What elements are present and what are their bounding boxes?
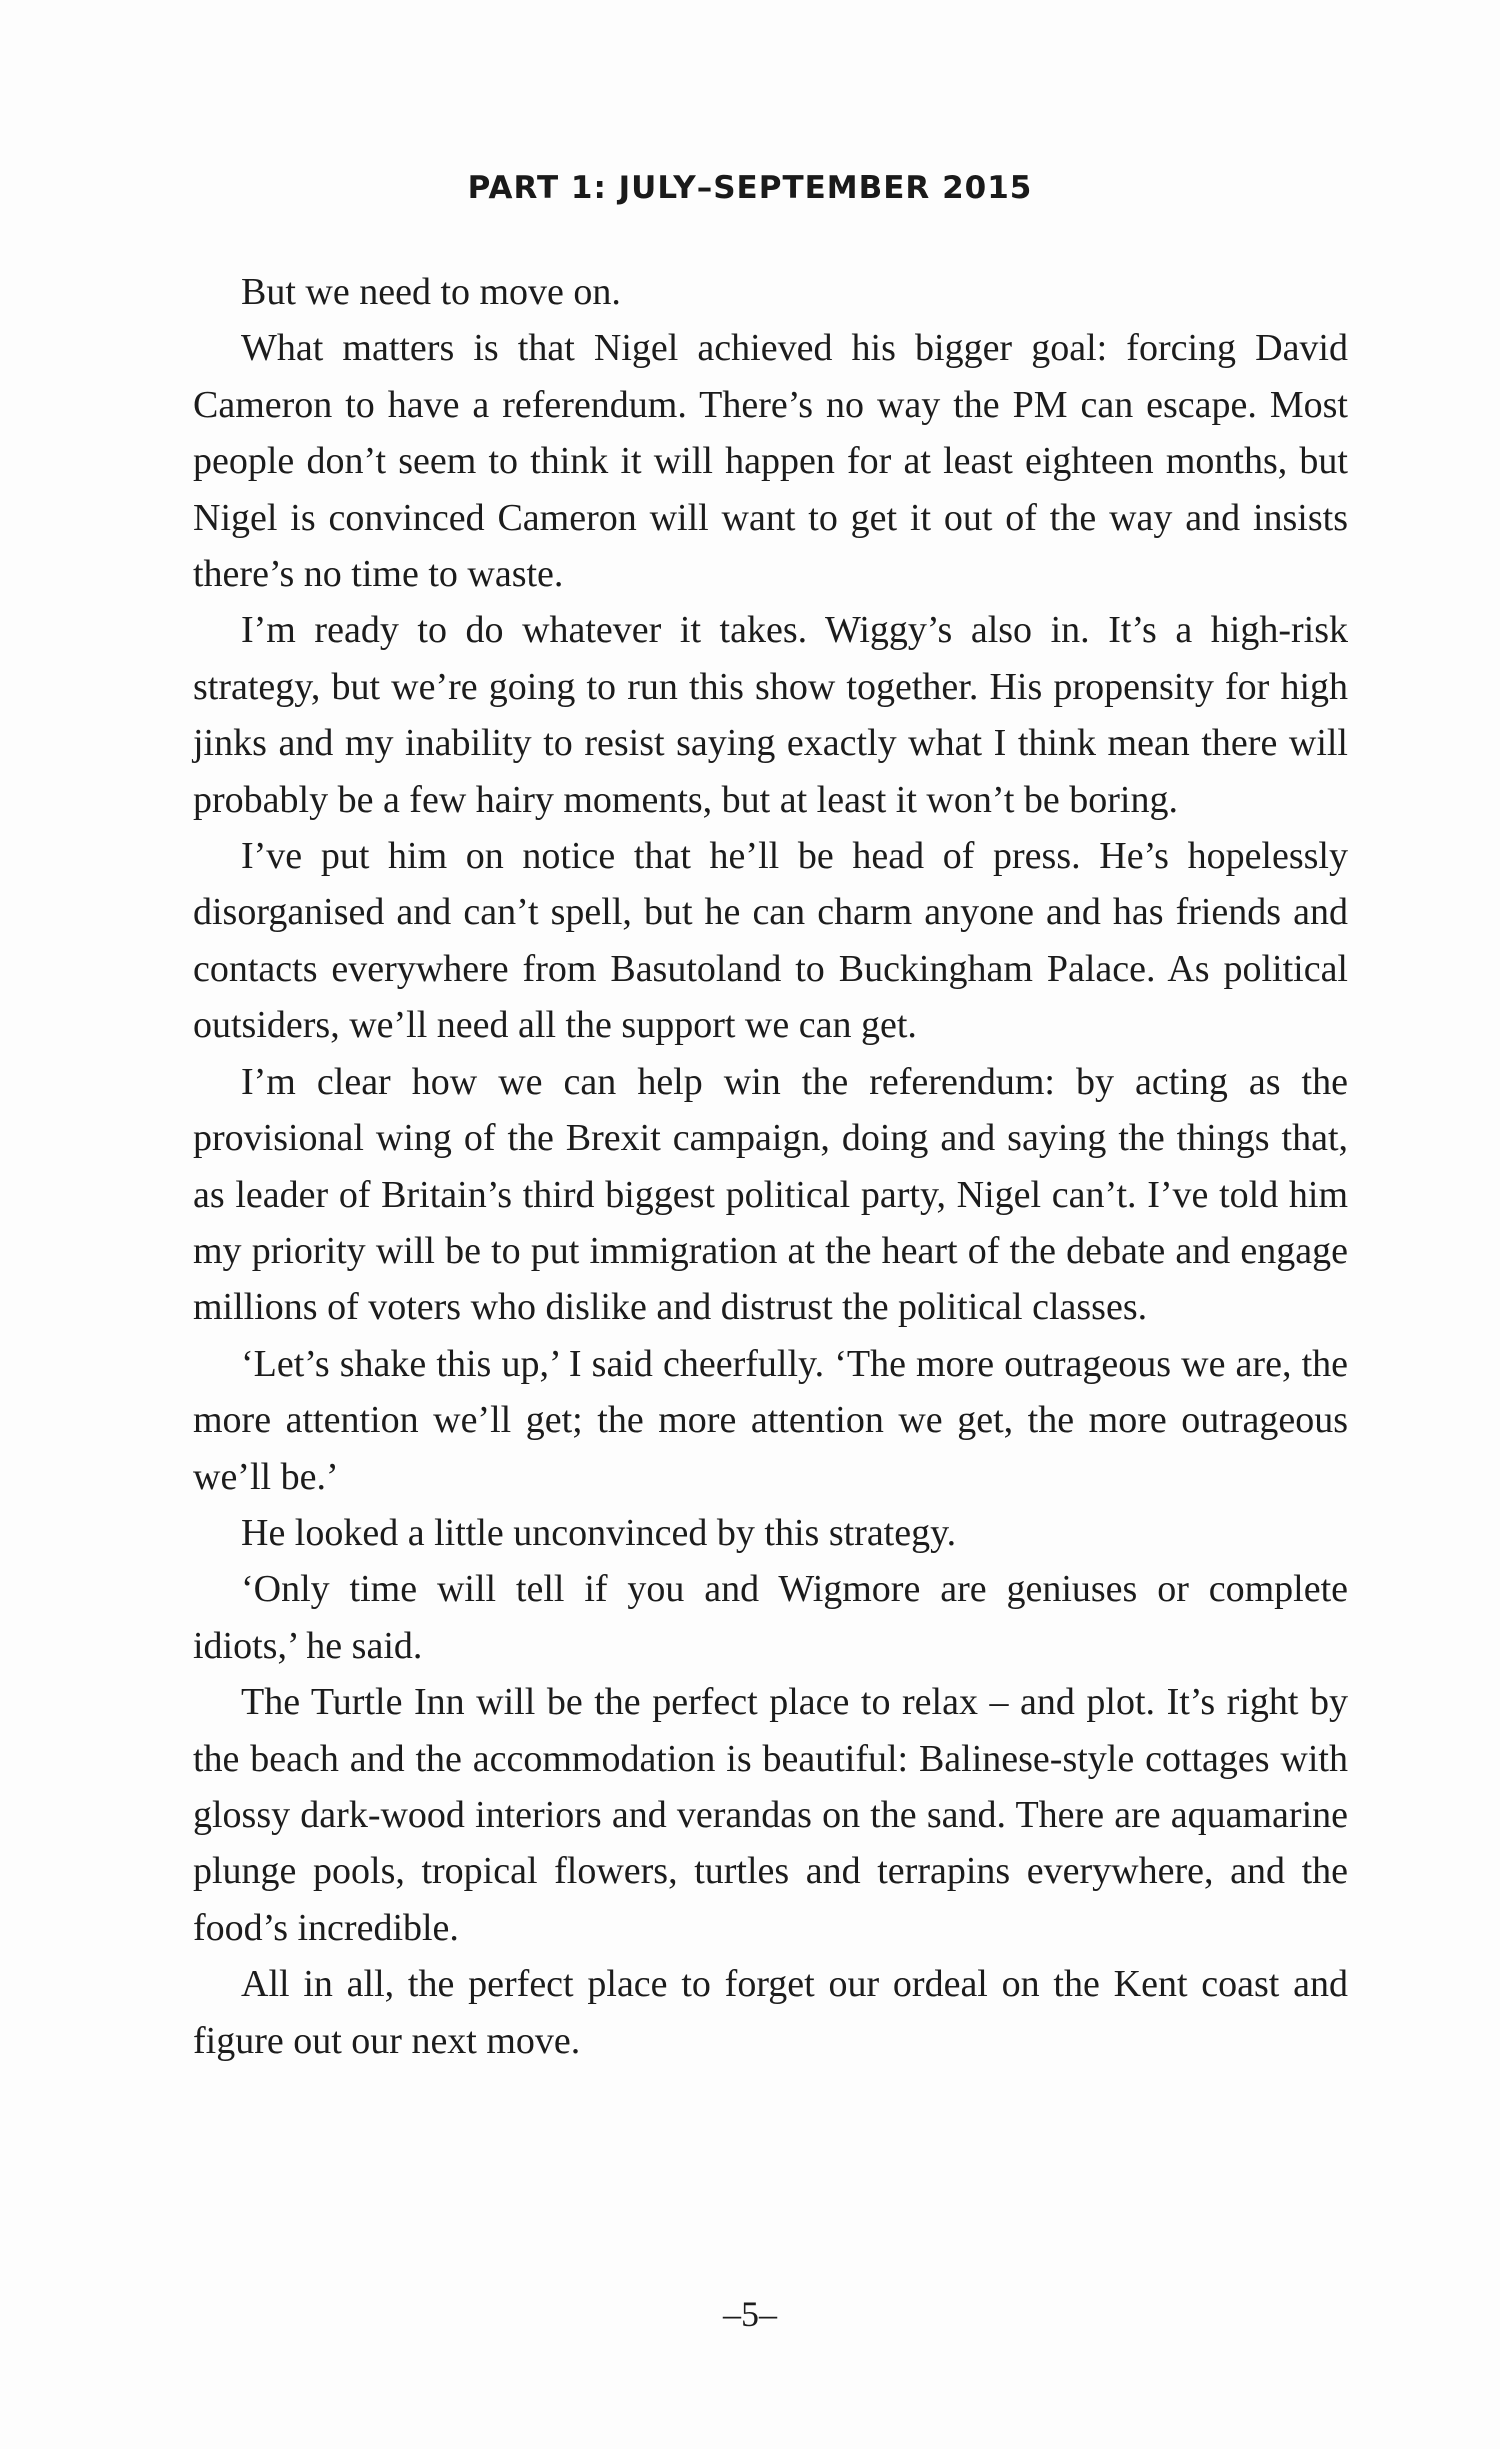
- paragraph: He looked a little unconvinced by this strategy.: [241, 1511, 957, 1554]
- running-head: PART 1: JULY–SEPTEMBER 2015: [467, 170, 1033, 206]
- paragraph: ‘Let’s shake this up,’ I said cheerfully. ‘The more outrageous we are, the more attention we’ll get; the more attention we get, the more outrageous we’ll be.’: [193, 1342, 1348, 1498]
- paragraph: I’ve put him on notice that he’ll be head of press. He’s hopelessly disorganised and can’t spell, but he can charm anyone and has friends and contacts everywhere from Basutoland to Buckingham Palace. As political outsiders, we’ll need all the support we can get.: [193, 835, 1348, 1047]
- paragraph: I’m ready to do whatever it takes. Wiggy’s also in. It’s a high-risk strategy, but we’re going to run this show together. His propensity for high jinks and my inability to resist saying exactly what I think mean there will probably be a few hairy moments, but at least it won’t be boring.: [193, 609, 1348, 821]
- paragraph: ‘Only time will tell if you and Wigmore are geniuses or complete idiots,’ he said.: [193, 1568, 1348, 1667]
- page-number: –5–: [723, 2294, 777, 2334]
- paragraph: The Turtle Inn will be the perfect place to relax – and plot. It’s right by the beach and the accommodation is beautiful: Balinese-style cottages with glossy dark-wood interiors and verandas on the sand. There are aquamarine plunge pools, tropical flowers, turtles and terrapins everywhere, and the food’s incredible.: [193, 1681, 1348, 1949]
- paragraph: All in all, the perfect place to forget our ordeal on the Kent coast and figure out our next move.: [193, 1963, 1348, 2062]
- paragraph: I’m clear how we can help win the referendum: by acting as the provisional wing of the Brexit campaign, doing and saying the things that, as leader of Britain’s third biggest political party, Nigel can’t. I’ve told him my priority will be to put immigration at the heart of the debate and engage millions of voters who dislike and distrust the political classes.: [193, 1060, 1348, 1329]
- body-text: [193, 264, 1348, 2069]
- paragraph: But we need to move on.: [241, 271, 621, 313]
- paragraph: What matters is that Nigel achieved his bigger goal: forcing David Cameron to have a referendum. There’s no way the PM can escape. Most people don’t seem to think it will happen for at least eighteen months, but Nigel is convinced Cameron will want to get it out of the way and insists there’s no time to waste.: [193, 327, 1348, 596]
